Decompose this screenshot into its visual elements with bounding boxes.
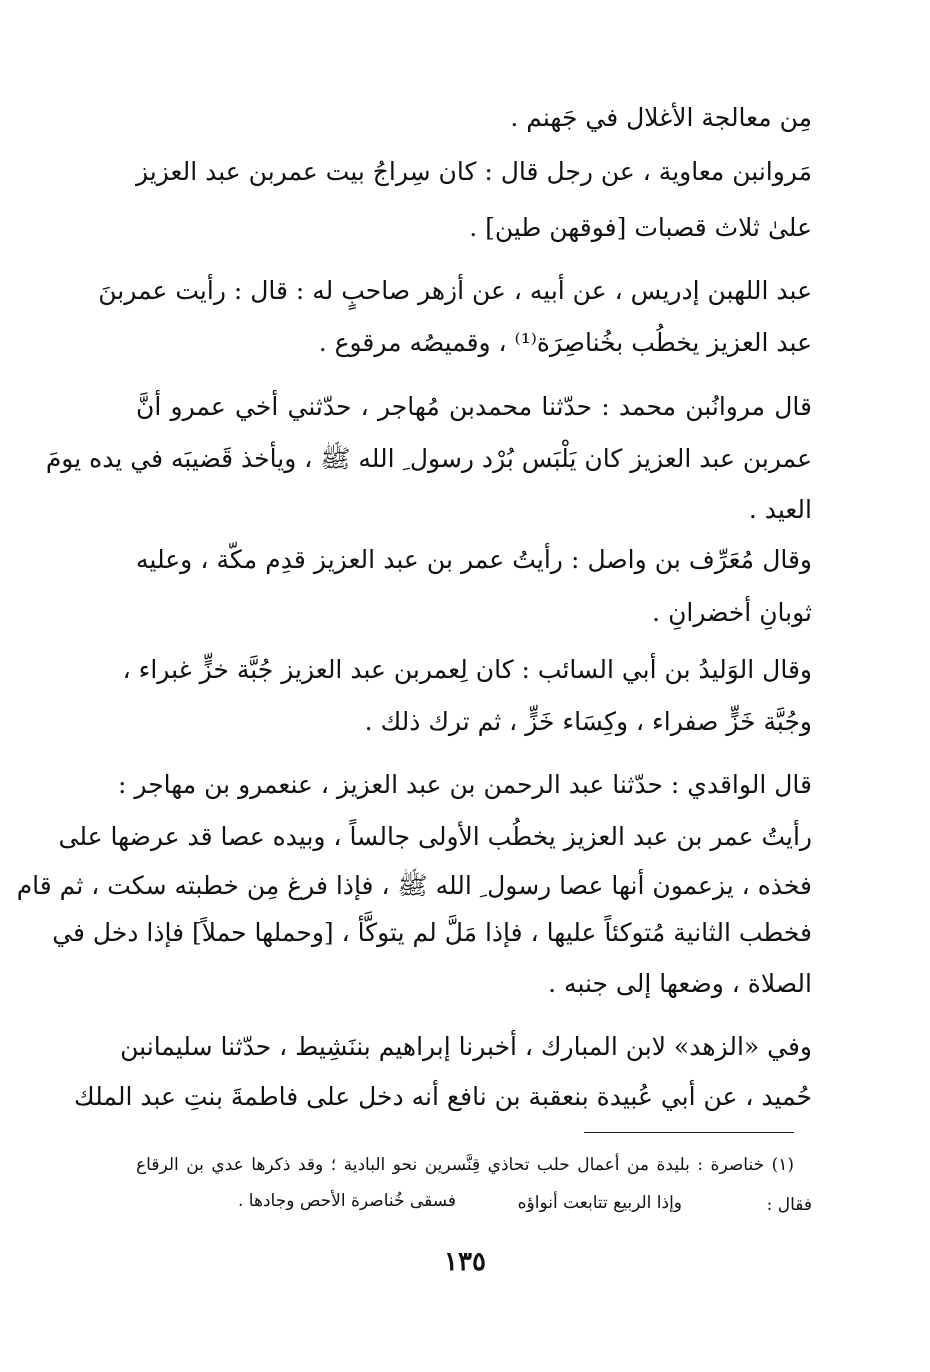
footnote-lead: فقال : — [766, 1195, 812, 1215]
text-line: وجُبَّة خَزٍّ صفراء ، وكِسَاء خَزٍّ ، ثم ترك ذلك . — [364, 707, 812, 736]
page-number: ١٣٥ — [444, 1247, 486, 1277]
text-line: عبد اللهبن إدريس ، عن أبيه ، عن أزهر صاحبٍ له : قال : رأيت عمربنَ — [98, 276, 812, 305]
text-line: وقال الوَليدُ بن أبي السائب : كان لِعمربن عبد العزيز جُبَّة خزٍّ غبراء ، — [122, 655, 812, 684]
text-line: مَروانبن معاوية ، عن رجل قال : كان سِراجُ بيت عمربن عبد العزيز — [136, 157, 812, 186]
text-line: عمربن عبد العزيز كان يَلْبَس بُرْد رسول ِ الله ﷺ ، ويأخذ قَضيبَه في يده يومَ — [45, 444, 812, 473]
text-line: مِن معالجة الأغلال في جَهنم . — [510, 103, 812, 132]
text-line: علىٰ ثلاث قصبات [فوقهن طين] . — [469, 213, 812, 242]
text-line: قال الواقدي : حدّثنا عبد الرحمن بن عبد العزيز ، عنعمرو بن مهاجر : — [118, 770, 812, 799]
text-line: رأيتُ عمر بن عبد العزيز يخطُب الأولى جالساً ، وبيده عصا قد عرضها على — [58, 822, 812, 851]
text-line: حُميد ، عن أبي عُبيدة بنعقبة بن نافع أنه دخل على فاطمةَ بنتِ عبد الملك — [74, 1082, 812, 1111]
footnote-divider — [584, 1132, 794, 1133]
text-line: وفي «الزهد» لابن المبارك ، أخبرنا إبراهيم بننَشِيط ، حدّثنا سليمانبن — [120, 1032, 812, 1061]
footnote-verse-first: وإذا الربيع تتابعت أنواؤه — [517, 1193, 682, 1213]
footnote-line: (١) خناصرة : بليدة من أعمال حلب تحاذي قِنَّسرين نحو البادية ؛ وقد ذكرها عدي بن الرقاع — [136, 1155, 794, 1175]
text-line: الصلاة ، وضعها إلى جنبه . — [548, 969, 812, 998]
text-line: عبد العزيز يخطُب بخُناصِرَة⁽¹⁾ ، وقميصُه مرقوع . — [318, 328, 812, 357]
text-line: العيد . — [748, 495, 812, 524]
text-line: وقال مُعَرِّف بن واصل : رأيتُ عمر بن عبد العزيز قدِم مكّة ، وعليه — [136, 545, 812, 574]
text-line: ثوبانِ أخضرانِ . — [652, 598, 812, 627]
footnote-verse-second: فسقى خُناصرة الأحص وجادها . — [238, 1191, 456, 1211]
text-line: فخطب الثانية مُتوكئاً عليها ، فإذا مَلَّ لم يتوكَّأ ، [وحملها حملاً] فإذا دخل في — [52, 918, 812, 947]
text-line: فخذه ، يزعمون أنها عصا رسول ِ الله ﷺ ، فإذا فرغ مِن خطبته سكت ، ثم قام — [16, 871, 812, 900]
text-line: قال مروانُبن محمد : حدّثنا محمدبن مُهاجر ، حدّثني أخي عمرو أنَّ — [136, 392, 812, 421]
